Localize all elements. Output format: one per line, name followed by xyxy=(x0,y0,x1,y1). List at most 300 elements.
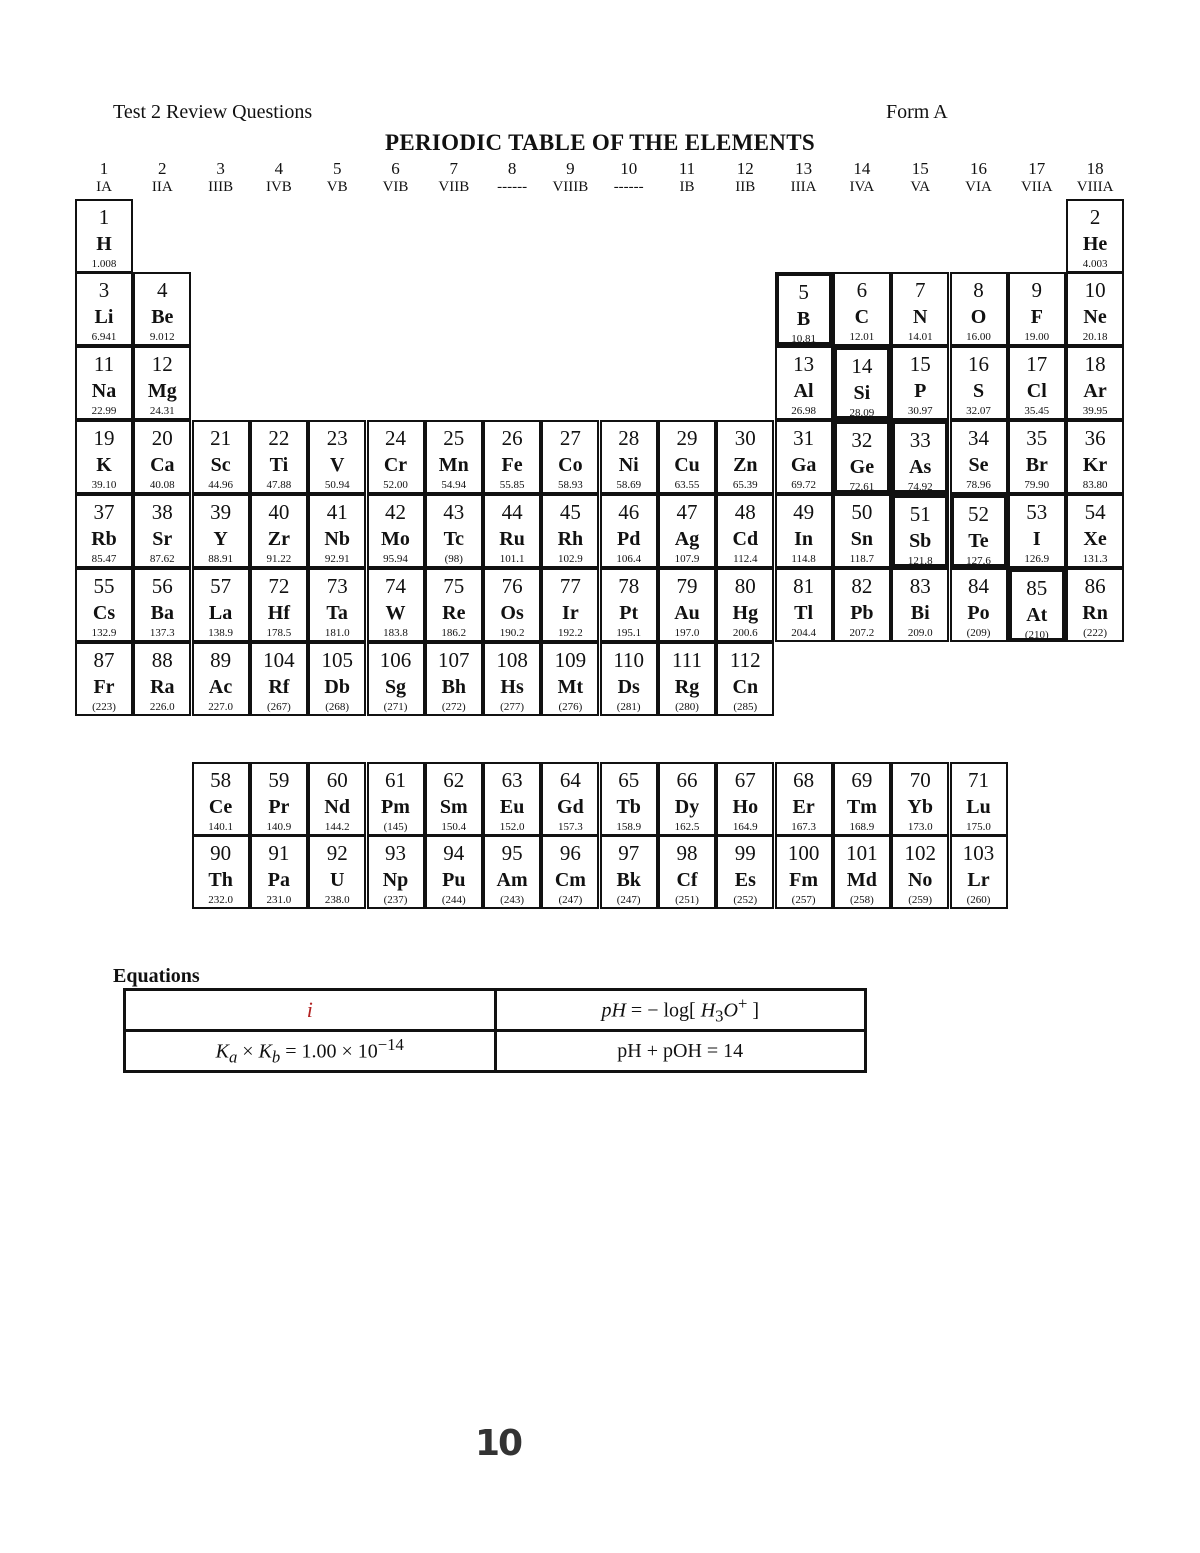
atomic-number: 43 xyxy=(443,500,465,524)
atomic-number: 62 xyxy=(443,768,465,792)
element-symbol: Sc xyxy=(210,454,231,476)
element-cell xyxy=(367,762,425,836)
element-symbol: K xyxy=(96,454,112,476)
element-symbol: Sb xyxy=(909,530,932,552)
atomic-number: 85 xyxy=(1026,576,1048,600)
element-symbol: Cf xyxy=(676,869,698,891)
element-cell xyxy=(600,568,658,642)
atomic-number: 10 xyxy=(1084,278,1106,302)
atomic-number: 50 xyxy=(851,500,873,524)
element-symbol: Sm xyxy=(439,796,468,818)
element-cell xyxy=(250,762,308,836)
atomic-number: 3 xyxy=(98,278,110,302)
element-symbol: In xyxy=(794,528,814,550)
atomic-mass: 4.003 xyxy=(1082,258,1108,270)
atomic-number: 18 xyxy=(1084,352,1106,376)
element-symbol: Co xyxy=(558,454,583,476)
group-roman: IB xyxy=(679,179,695,195)
atomic-mass: (272) xyxy=(441,701,466,713)
atomic-number: 78 xyxy=(618,574,640,598)
atomic-mass: (268) xyxy=(325,701,350,713)
atomic-number: 83 xyxy=(909,574,931,598)
element-symbol: Ti xyxy=(269,454,289,476)
element-symbol: Tl xyxy=(794,602,814,624)
element-cell xyxy=(133,642,191,716)
atomic-mass: 24.31 xyxy=(149,405,175,417)
atomic-number: 82 xyxy=(851,574,873,598)
atomic-mass: 20.18 xyxy=(1082,331,1108,343)
atomic-number: 39 xyxy=(210,500,232,524)
element-cell xyxy=(75,642,133,716)
atomic-mass: 78.96 xyxy=(966,479,991,491)
element-symbol: Kr xyxy=(1082,454,1108,476)
element-symbol: Rh xyxy=(557,528,584,550)
atomic-mass: 6.941 xyxy=(91,331,117,343)
element-cell xyxy=(75,272,133,346)
element-cell xyxy=(541,494,599,568)
atomic-mass: 16.00 xyxy=(966,331,991,343)
element-cell xyxy=(133,568,191,642)
atomic-number: 41 xyxy=(326,500,348,524)
atomic-mass: 74.92 xyxy=(907,481,933,493)
group-header xyxy=(367,159,425,197)
group-number: 10 xyxy=(620,159,638,178)
atomic-mass: 157.3 xyxy=(558,821,583,833)
element-cell xyxy=(367,642,425,716)
element-cell xyxy=(775,272,833,346)
element-symbol: Pb xyxy=(850,602,874,624)
atomic-number: 9 xyxy=(1031,278,1043,302)
element-symbol: Ge xyxy=(849,456,875,478)
element-symbol: Md xyxy=(846,869,877,891)
atomic-number: 45 xyxy=(559,500,581,524)
atomic-number: 70 xyxy=(909,768,931,792)
element-symbol: Fe xyxy=(501,454,523,476)
element-symbol: Lu xyxy=(966,796,991,818)
element-cell xyxy=(600,420,658,494)
atomic-number: 29 xyxy=(676,426,698,450)
element-cell xyxy=(658,494,716,568)
atomic-number: 32 xyxy=(851,428,873,452)
element-symbol: V xyxy=(329,454,345,476)
atomic-mass: 58.93 xyxy=(558,479,583,491)
atomic-number: 37 xyxy=(93,500,115,524)
atomic-number: 99 xyxy=(734,841,756,865)
atomic-number: 15 xyxy=(909,352,931,376)
atomic-mass: 173.0 xyxy=(907,821,933,833)
group-number: 17 xyxy=(1028,159,1046,178)
header-form: Form A xyxy=(886,101,948,123)
group-header xyxy=(1066,159,1124,197)
atomic-number: 94 xyxy=(443,841,465,865)
element-cell xyxy=(716,568,774,642)
atomic-mass: (223) xyxy=(92,701,116,713)
atomic-mass: 131.3 xyxy=(1082,553,1108,565)
atomic-mass: 175.0 xyxy=(966,821,991,833)
atomic-mass: 195.1 xyxy=(616,627,642,639)
element-cell xyxy=(600,642,658,716)
element-symbol: Es xyxy=(734,869,756,891)
group-header xyxy=(600,159,658,197)
element-symbol: Si xyxy=(853,382,871,404)
group-roman: VIIIB xyxy=(552,179,589,195)
element-cell xyxy=(775,835,833,909)
group-header xyxy=(308,159,366,197)
atomic-mass: 92.91 xyxy=(324,553,350,565)
element-symbol: Cd xyxy=(732,528,759,550)
atomic-mass: 88.91 xyxy=(208,553,233,565)
element-cell xyxy=(75,346,133,420)
element-cell xyxy=(833,272,891,346)
element-cell xyxy=(250,494,308,568)
element-cell xyxy=(775,568,833,642)
element-cell xyxy=(833,835,891,909)
atomic-mass: 47.88 xyxy=(266,479,292,491)
element-symbol: Ir xyxy=(562,602,579,624)
atomic-mass: 101.1 xyxy=(499,553,525,565)
atomic-number: 31 xyxy=(793,426,815,450)
element-symbol: F xyxy=(1030,306,1043,328)
atomic-mass: 58.69 xyxy=(616,479,642,491)
atomic-number: 5 xyxy=(798,280,809,304)
atomic-number: 42 xyxy=(385,500,406,524)
element-cell xyxy=(600,835,658,909)
equations-table xyxy=(123,988,867,1073)
element-symbol: I xyxy=(1032,528,1041,550)
atomic-number: 54 xyxy=(1084,500,1106,524)
group-roman: IIA xyxy=(151,179,173,195)
element-symbol: Zn xyxy=(733,454,758,476)
atomic-number: 22 xyxy=(268,426,290,450)
element-symbol: Zr xyxy=(267,528,290,550)
element-symbol: Ds xyxy=(617,676,640,698)
group-number: 14 xyxy=(853,159,871,178)
atomic-mass: 132.9 xyxy=(91,627,117,639)
element-cell xyxy=(192,762,250,836)
atomic-number: 63 xyxy=(501,768,523,792)
group-header xyxy=(483,159,541,197)
element-cell xyxy=(950,272,1008,346)
atomic-mass: (98) xyxy=(444,553,463,565)
element-symbol: Hf xyxy=(267,602,290,624)
group-number: 5 xyxy=(332,159,342,178)
atomic-mass: (280) xyxy=(675,701,699,713)
group-roman: VA xyxy=(910,179,931,195)
element-cell xyxy=(192,494,250,568)
atomic-number: 57 xyxy=(210,574,232,598)
atomic-mass: 26.98 xyxy=(791,405,816,417)
atomic-mass: (222) xyxy=(1083,627,1107,639)
element-cell xyxy=(1008,568,1066,642)
group-roman: VIB xyxy=(382,179,409,195)
atomic-number: 64 xyxy=(559,768,581,792)
group-roman: ------ xyxy=(613,179,644,195)
element-cell xyxy=(833,494,891,568)
atomic-number: 12 xyxy=(151,352,173,376)
atomic-number: 90 xyxy=(210,841,232,865)
atomic-mass: 178.5 xyxy=(266,627,292,639)
element-symbol: Hs xyxy=(500,676,524,698)
atomic-number: 14 xyxy=(851,354,873,378)
element-symbol: Pd xyxy=(617,528,641,550)
atomic-mass: 209.0 xyxy=(907,627,933,639)
element-symbol: Na xyxy=(91,380,117,402)
element-symbol: Nd xyxy=(324,796,350,818)
atomic-number: 58 xyxy=(210,768,232,792)
group-number: 15 xyxy=(911,159,929,178)
element-symbol: Te xyxy=(968,530,989,552)
atomic-mass: 65.39 xyxy=(732,479,758,491)
element-cell xyxy=(658,835,716,909)
atomic-mass: 140.9 xyxy=(266,821,292,833)
atomic-number: 30 xyxy=(734,426,756,450)
element-cell xyxy=(192,642,250,716)
atomic-number: 95 xyxy=(501,841,523,865)
element-cell xyxy=(1008,494,1066,568)
atomic-mass: 39.10 xyxy=(91,479,117,491)
element-cell xyxy=(1008,420,1066,494)
atomic-number: 80 xyxy=(734,574,756,598)
atomic-mass: 144.2 xyxy=(324,821,350,833)
group-number: 13 xyxy=(795,159,813,178)
group-header xyxy=(192,159,250,197)
atomic-mass: 95.94 xyxy=(383,553,408,565)
element-cell xyxy=(541,420,599,494)
group-roman: IIIB xyxy=(208,179,234,195)
group-header xyxy=(950,159,1008,197)
element-symbol: Li xyxy=(94,306,114,328)
atomic-number: 66 xyxy=(676,768,698,792)
atomic-mass: (247) xyxy=(616,894,641,906)
element-cell xyxy=(308,835,366,909)
element-symbol: Sg xyxy=(384,676,407,698)
element-symbol: Cm xyxy=(554,869,586,891)
element-symbol: Ho xyxy=(732,796,759,818)
atomic-number: 35 xyxy=(1026,426,1048,450)
element-cell xyxy=(1066,199,1124,273)
element-symbol: Pt xyxy=(619,602,639,624)
element-cell xyxy=(1066,420,1124,494)
element-cell xyxy=(658,762,716,836)
atomic-mass: 54.94 xyxy=(441,479,467,491)
equation-cell-kw: $K_a \times K_b = 1.00 \times 10^{-14}$ xyxy=(125,1031,496,1072)
group-roman: IA xyxy=(96,179,112,195)
element-symbol: Sn xyxy=(850,528,874,550)
element-symbol: Er xyxy=(792,796,815,818)
atomic-number: 105 xyxy=(321,648,353,672)
element-symbol: Hg xyxy=(732,602,759,624)
group-number: 16 xyxy=(970,159,987,178)
group-number: 1 xyxy=(99,159,109,178)
atomic-mass: 19.00 xyxy=(1024,331,1050,343)
atomic-number: 69 xyxy=(851,768,873,792)
atomic-number: 17 xyxy=(1026,352,1048,376)
atomic-number: 44 xyxy=(501,500,523,524)
element-symbol: Ne xyxy=(1083,306,1107,328)
element-symbol: Be xyxy=(151,306,174,328)
element-cell xyxy=(483,568,541,642)
element-symbol: Ce xyxy=(208,796,233,818)
atomic-mass: 112.4 xyxy=(733,553,758,565)
element-cell xyxy=(775,420,833,494)
element-cell xyxy=(192,568,250,642)
atomic-number: 16 xyxy=(968,352,989,376)
atomic-mass: 35.45 xyxy=(1024,405,1050,417)
atomic-mass: 22.99 xyxy=(91,405,117,417)
group-header xyxy=(75,159,133,197)
atomic-number: 61 xyxy=(385,768,406,792)
group-header xyxy=(775,159,833,197)
element-cell xyxy=(192,835,250,909)
element-symbol: Eu xyxy=(499,796,525,818)
atomic-number: 49 xyxy=(793,500,815,524)
atomic-number: 23 xyxy=(326,426,348,450)
atomic-mass: 107.9 xyxy=(674,553,700,565)
atomic-mass: 87.62 xyxy=(149,553,175,565)
element-cell xyxy=(308,420,366,494)
atomic-number: 48 xyxy=(734,500,756,524)
atomic-number: 107 xyxy=(438,648,470,672)
atomic-mass: 168.9 xyxy=(849,821,875,833)
element-cell xyxy=(833,762,891,836)
element-cell xyxy=(75,199,133,273)
atomic-mass: 10.81 xyxy=(791,333,816,345)
element-symbol: Bh xyxy=(441,676,467,698)
atomic-number: 103 xyxy=(962,841,995,865)
element-cell xyxy=(250,835,308,909)
atomic-mass: (210) xyxy=(1024,629,1049,641)
atomic-mass: (277) xyxy=(500,701,524,713)
element-symbol: W xyxy=(385,602,406,624)
group-number: 8 xyxy=(507,159,517,178)
atomic-number: 108 xyxy=(496,648,528,672)
element-symbol: Dy xyxy=(674,796,700,818)
element-symbol: C xyxy=(854,306,870,328)
atomic-mass: 227.0 xyxy=(208,701,233,713)
atomic-mass: 204.4 xyxy=(791,627,816,639)
element-cell xyxy=(308,568,366,642)
atomic-mass: 137.3 xyxy=(149,627,175,639)
element-cell xyxy=(483,642,541,716)
atomic-mass: (267) xyxy=(266,701,291,713)
atomic-number: 89 xyxy=(210,648,232,672)
atomic-number: 74 xyxy=(385,574,406,598)
atomic-mass: 190.2 xyxy=(499,627,525,639)
atomic-number: 8 xyxy=(973,278,984,302)
element-cell xyxy=(833,568,891,642)
element-symbol: Xe xyxy=(1083,528,1107,550)
atomic-number: 75 xyxy=(443,574,465,598)
element-cell xyxy=(308,762,366,836)
element-symbol: Ga xyxy=(790,454,817,476)
group-roman: VIA xyxy=(965,179,992,195)
element-symbol: Mo xyxy=(381,528,410,550)
element-symbol: P xyxy=(914,380,927,402)
element-symbol: Bk xyxy=(616,869,641,891)
atomic-mass: 79.90 xyxy=(1024,479,1050,491)
atomic-mass: 238.0 xyxy=(324,894,350,906)
atomic-mass: 102.9 xyxy=(558,553,583,565)
atomic-number: 72 xyxy=(268,574,290,598)
atomic-mass: 126.9 xyxy=(1024,553,1050,565)
element-cell xyxy=(833,420,891,494)
atomic-mass: 114.8 xyxy=(791,553,816,565)
element-cell xyxy=(483,835,541,909)
atomic-number: 79 xyxy=(676,574,698,598)
group-header xyxy=(1008,159,1066,197)
atomic-mass: 28.09 xyxy=(849,407,875,419)
atomic-number: 33 xyxy=(909,428,931,452)
group-header xyxy=(425,159,483,197)
atomic-number: 25 xyxy=(443,426,465,450)
atomic-number: 100 xyxy=(787,841,820,865)
atomic-mass: (259) xyxy=(908,894,933,906)
element-symbol: Mt xyxy=(557,676,584,698)
element-symbol: S xyxy=(972,380,985,402)
element-cell xyxy=(716,642,774,716)
element-symbol: Al xyxy=(793,380,814,402)
element-symbol: Lr xyxy=(967,869,990,891)
atomic-mass: 69.72 xyxy=(791,479,816,491)
element-symbol: Tm xyxy=(846,796,877,818)
atomic-number: 52 xyxy=(968,502,989,526)
atomic-number: 106 xyxy=(379,648,412,672)
atomic-mass: 32.07 xyxy=(966,405,991,417)
element-cell xyxy=(600,762,658,836)
element-cell xyxy=(775,346,833,420)
atomic-mass: (243) xyxy=(500,894,524,906)
atomic-number: 55 xyxy=(93,574,115,598)
atomic-number: 88 xyxy=(151,648,173,672)
element-cell xyxy=(891,272,949,346)
element-symbol: Sr xyxy=(152,528,173,550)
element-cell xyxy=(658,642,716,716)
atomic-number: 60 xyxy=(326,768,348,792)
element-symbol: Ru xyxy=(499,528,525,550)
element-cell xyxy=(250,568,308,642)
element-symbol: Cl xyxy=(1026,380,1047,402)
element-cell xyxy=(133,346,191,420)
group-header xyxy=(250,159,308,197)
element-symbol: Gd xyxy=(557,796,584,818)
atomic-number: 59 xyxy=(268,768,290,792)
element-symbol: Cu xyxy=(674,454,700,476)
element-cell xyxy=(367,835,425,909)
element-cell xyxy=(308,494,366,568)
atomic-mass: 85.47 xyxy=(91,553,117,565)
atomic-mass: (209) xyxy=(966,627,991,639)
atomic-number: 46 xyxy=(618,500,640,524)
atomic-number: 26 xyxy=(501,426,523,450)
element-symbol: Au xyxy=(674,602,700,624)
element-symbol: B xyxy=(796,308,811,330)
group-number: 7 xyxy=(449,159,459,178)
group-roman: VIIA xyxy=(1020,179,1053,195)
element-symbol: Rn xyxy=(1082,602,1108,624)
element-symbol: Tc xyxy=(443,528,464,550)
atomic-number: 47 xyxy=(676,500,698,524)
atomic-number: 2 xyxy=(1089,205,1101,229)
atomic-number: 4 xyxy=(157,278,168,302)
element-symbol: La xyxy=(208,602,233,624)
atomic-mass: 83.80 xyxy=(1082,479,1108,491)
atomic-number: 40 xyxy=(268,500,290,524)
atomic-mass: 181.0 xyxy=(324,627,350,639)
atomic-number: 111 xyxy=(672,648,702,672)
atomic-mass: (252) xyxy=(733,894,758,906)
atomic-number: 51 xyxy=(909,502,931,526)
atomic-mass: 39.95 xyxy=(1082,405,1108,417)
